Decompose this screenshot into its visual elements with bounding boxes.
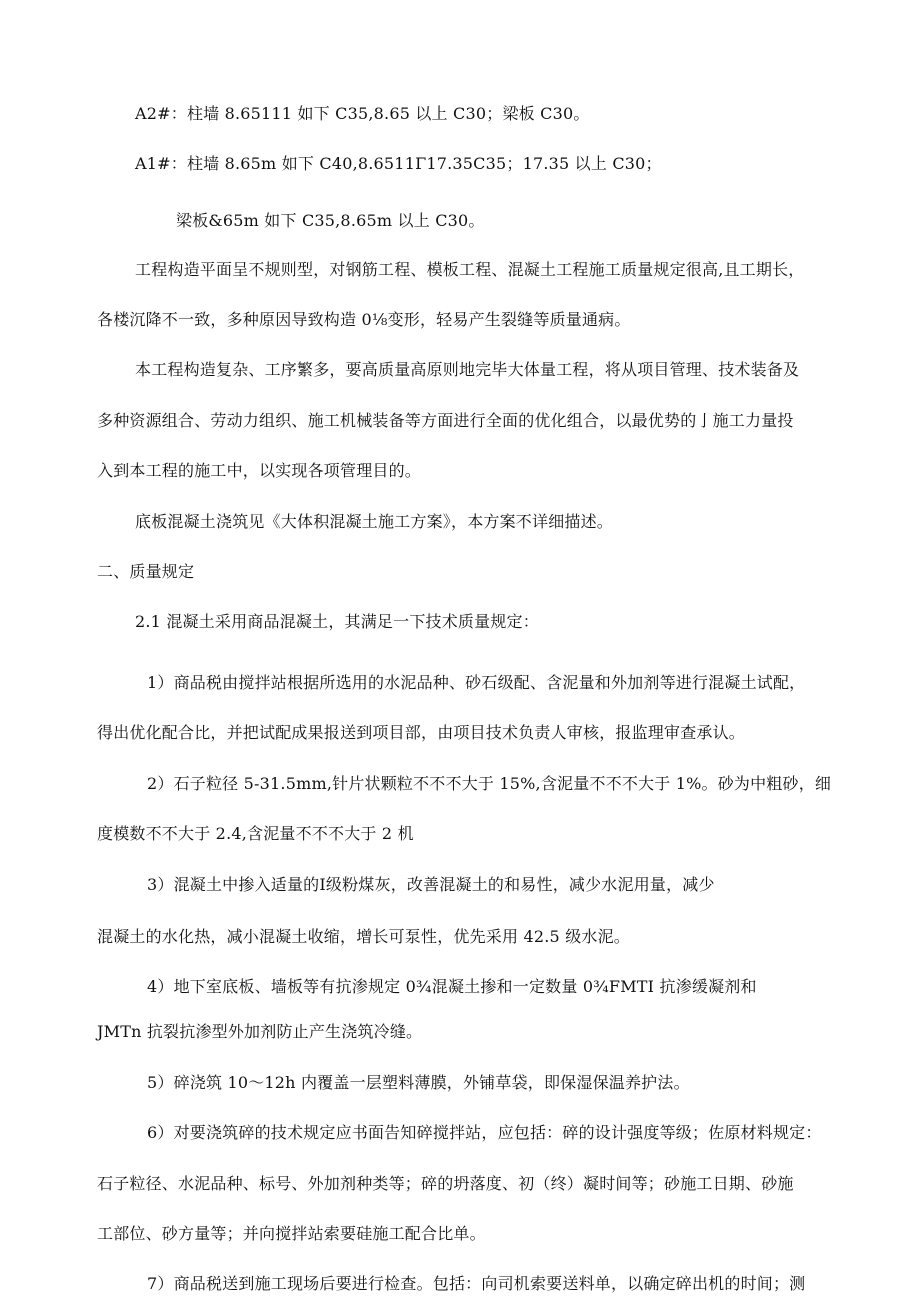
text-line-12: 1）商品税由搅拌站根据所选用的水泥品种、砂石级配、含泥量和外加剂等进行混凝土试配， xyxy=(147,673,806,692)
text-line-19: JMTn 抗裂抗渗型外加剂防止产生浇筑冷缝。 xyxy=(97,1022,423,1041)
text-line-6: 本工程构造复杂、工序繁多，要高质量高原则地完毕大体量工程，将从项目管理、技术装备及 xyxy=(135,360,800,379)
text-line-16: 3）混凝土中掺入适量的Ⅰ级粉煤灰，改善混凝土的和易性，减少水泥用量，减少 xyxy=(147,875,715,894)
text-line-3: 梁板&65m 如下 C35,8.65m 以上 C30。 xyxy=(176,211,485,230)
text-line-8: 入到本工程的施工中，以实现各项管理目的。 xyxy=(97,461,422,480)
text-line-9: 底板混凝土浇筑见《大体积混凝土施工方案》，本方案不详细描述。 xyxy=(135,512,614,531)
section-heading: 二、质量规定 xyxy=(97,562,195,581)
text-line-11: 2.1 混凝土采用商品混凝土，其满足一下技术质量规定： xyxy=(135,612,539,631)
text-line-24: 7）商品税送到施工现场后要进行检查。包括：向司机索要送料单，以确定碎出机的时间；测 xyxy=(147,1274,806,1293)
text-line-23: 工部位、砂方量等；并向搅拌站索要硅施工配合比单。 xyxy=(97,1224,486,1243)
text-line-18: 4）地下室底板、墙板等有抗渗规定 0¾混凝土掺和一定数量 0¾FMTI 抗渗缓凝剂和 xyxy=(147,977,757,996)
text-line-20: 5）碎浇筑 10～12h 内覆盖一层塑料薄膜，外铺草袋，即保湿保温养护法。 xyxy=(147,1073,690,1092)
text-line-14: 2）石子粒径 5-31.5mm,针片状颗粒不不不大于 15%,含泥量不不不大于 1%。砂为中粗砂，细 xyxy=(147,774,832,793)
text-line-2: A1#：柱墙 8.65m 如下 C40,8.6511Γ17.35C35；17.35 以上 C30； xyxy=(135,154,662,173)
text-line-4: 工程构造平面呈不规则型，对钢筋工程、模板工程、混凝土工程施工质量规定很高,且工期长， xyxy=(135,260,805,279)
text-line-13: 得出优化配合比，并把试配成果报送到项目部，由项目技术负责人审核，报监理审查承认。 xyxy=(97,723,746,742)
text-line-17: 混凝土的水化热，减小混凝土收缩，增长可泵性，优先采用 42.5 级水泥。 xyxy=(97,927,630,946)
text-line-1: A2#：柱墙 8.65111 如下 C35,8.65 以上 C30；梁板 C30。 xyxy=(135,104,590,123)
text-line-22: 石子粒径、水泥品种、标号、外加剂种类等；碎的坍落度、初（终）凝时间等；砂施工日期、砂施 xyxy=(97,1174,794,1193)
text-line-15: 度模数不不大于 2.4,含泥量不不不大于 2 机 xyxy=(97,824,414,843)
text-line-7: 多种资源组合、劳动力组织、施工机械装备等方面进行全面的优化组合，以最优势的亅施工力量投 xyxy=(97,411,794,430)
text-line-21: 6）对要浇筑碎的技术规定应书面告知碎搅拌站，应包括：碎的设计强度等级；佐原材料规定： xyxy=(147,1123,822,1142)
text-line-5: 各楼沉降不一致，多种原因导致构造 0⅛变形，轻易产生裂缝等质量通病。 xyxy=(97,310,631,329)
